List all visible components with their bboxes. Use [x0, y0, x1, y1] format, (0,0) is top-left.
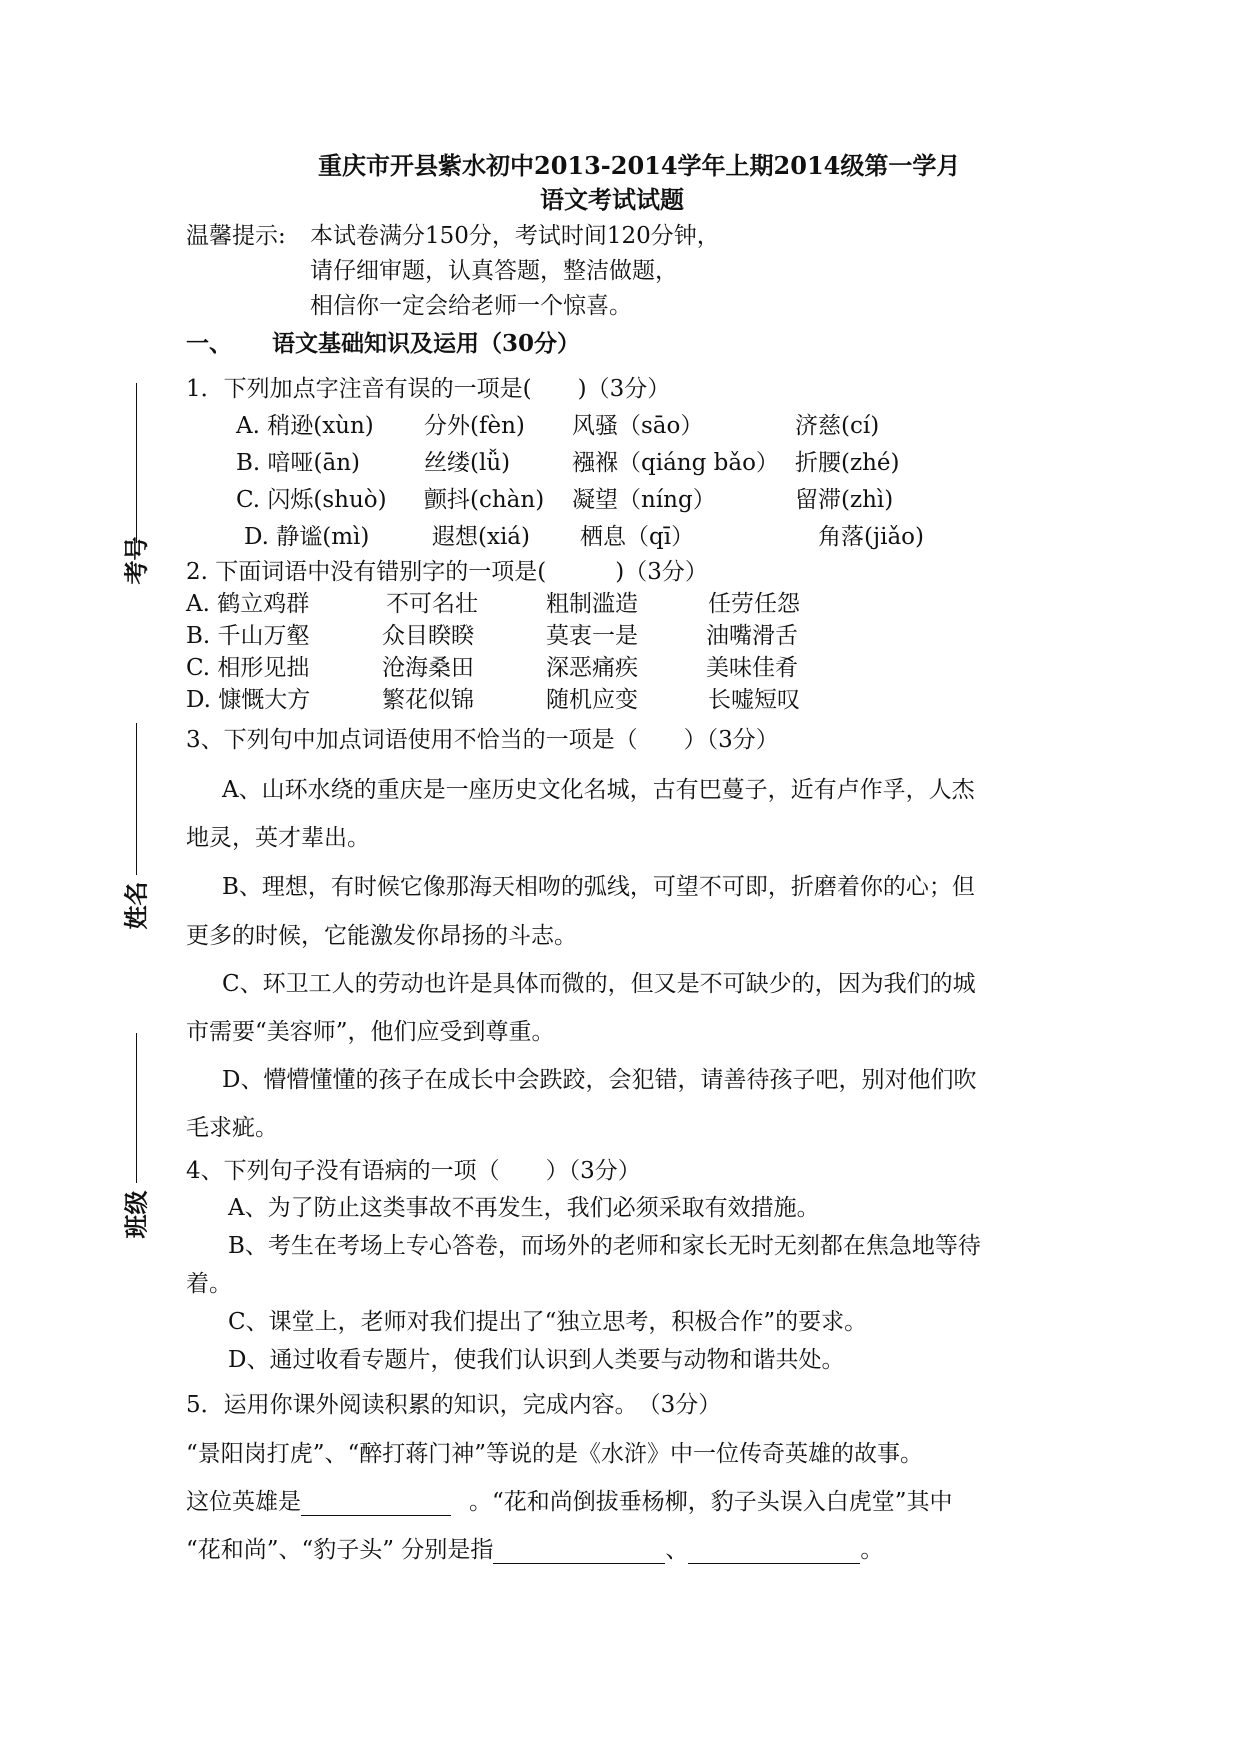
- q2-d-item2: 繁花似锦: [382, 687, 474, 713]
- q2-a-item1: A. 鹤立鸡群: [186, 591, 310, 617]
- class-label: 班级: [121, 1190, 151, 1239]
- q3-option-a-line1: A、山环水绕的重庆是一座历史文化名城，古有巴蔓子，近有卢作孚，人杰: [222, 777, 975, 803]
- q1-c-item2: 颤抖(chàn): [424, 487, 545, 513]
- q3-option-b-line1: B、理想，有时候它像那海天相吻的弧线，可望不可即，折磨着你的心；但: [222, 874, 975, 900]
- q2-a-item4: 任劳任怨: [708, 591, 800, 617]
- q1-a-item2: 分外(fèn): [424, 413, 525, 439]
- class-line: [136, 1033, 137, 1183]
- q5-paragraph-line1: “景阳岗打虎”、“醉打蒋门神”等说的是《水浒》中一位传奇英雄的故事。: [186, 1441, 924, 1467]
- q5-hero-prompt: 这位英雄是: [186, 1489, 301, 1515]
- q2-stem: 2. 下面词语中没有错别字的一项是( )（3分）: [186, 559, 708, 585]
- q5-paragraph-line2: [186, 1488, 953, 1516]
- q3-option-a-line2: 地灵，英才辈出。: [186, 825, 370, 851]
- q1-c-item1: C. 闪烁(shuò): [236, 487, 387, 513]
- q3-stem: 3、下列句中加点词语使用不恰当的一项是（ ）（3分）: [186, 727, 779, 753]
- q1-d-item2: 遐想(xiá): [432, 524, 530, 550]
- name-label: 姓名: [121, 881, 151, 930]
- q5-paragraph-line3: [186, 1536, 883, 1564]
- q1-b-item4: 折腰(zhé): [795, 450, 900, 476]
- q4-option-b-line1: B、考生在考场上专心答卷，而场外的老师和家长无时无刻都在焦急地等待: [228, 1233, 981, 1259]
- exam-no-label: 考号: [121, 536, 151, 585]
- exam-no-line: [136, 383, 137, 543]
- q2-b-item1: B. 千山万壑: [186, 623, 310, 649]
- q4-option-a: A、为了防止这类事故不再发生，我们必须采取有效措施。: [228, 1195, 820, 1221]
- name-line: [136, 723, 137, 875]
- q3-option-b-line2: 更多的时候，它能激发你昂扬的斗志。: [186, 923, 577, 949]
- q5-monk-blank[interactable]: [493, 1539, 665, 1564]
- q1-b-item2: 丝缕(lǚ): [424, 450, 511, 476]
- q2-c-item4: 美味佳肴: [706, 655, 798, 681]
- section1-title: 语文基础知识及运用（30分）: [272, 330, 581, 357]
- section1-number: 一、: [186, 330, 232, 357]
- q5-stem: 5．运用你课外阅读积累的知识，完成内容。 （3分）: [186, 1392, 722, 1418]
- q3-option-c-line1: C、环卫工人的劳动也许是具体而微的，但又是不可缺少的，因为我们的城: [222, 971, 976, 997]
- q1-c-item4: 留滞(zhì): [795, 487, 894, 513]
- exam-title-line2: 语文考试试题: [540, 185, 684, 214]
- q1-b-item3: 襁褓（qiáng bǎo）: [572, 450, 779, 476]
- q5-separator: 、: [665, 1537, 689, 1563]
- q1-a-item1: A. 稍逊(xùn): [236, 413, 374, 439]
- notice-lead: 温馨提示:: [186, 223, 286, 249]
- notice-line1: 本试卷满分150分，考试时间120分钟，: [310, 223, 720, 249]
- q2-c-item1: C. 相形见拙: [186, 655, 310, 681]
- q2-a-item3: 粗制滥造: [546, 591, 638, 617]
- q1-stem: 1．下列加点字注音有误的一项是( )（3分）: [186, 376, 671, 402]
- q1-a-item3: 风骚（sāo）: [572, 413, 704, 439]
- q1-c-item3: 凝望（níng）: [572, 487, 716, 513]
- q4-option-b-line2: 着。: [186, 1271, 232, 1297]
- q1-a-item4: 济慈(cí): [795, 413, 880, 439]
- q2-d-item4: 长嘘短叹: [708, 687, 800, 713]
- exam-title-line1: 重庆市开县紫水初中2013-2014学年上期2014级第一学月: [318, 151, 961, 180]
- notice-line2: 请仔细审题，认真答题，整洁做题，: [310, 258, 678, 284]
- notice-line3: 相信你一定会给老师一个惊喜。: [310, 293, 632, 319]
- q2-b-item2: 众目睽睽: [382, 623, 474, 649]
- q4-stem: 4、下列句子没有语病的一项（ ）（3分）: [186, 1158, 641, 1184]
- q1-d-item3: 栖息（qī）: [580, 524, 695, 550]
- q1-d-item1: D. 静谧(mì): [244, 524, 370, 550]
- q2-c-item3: 深恶痛疾: [546, 655, 638, 681]
- q3-option-d-line1: D、懵懵懂懂的孩子在成长中会跌跤，会犯错，请善待孩子吧，别对他们吹: [222, 1067, 977, 1093]
- q1-d-item4: 角落(jiǎo): [818, 524, 924, 550]
- q2-d-item3: 随机应变: [546, 687, 638, 713]
- q3-option-d-line2: 毛求疵。: [186, 1115, 278, 1141]
- q5-period: 。: [860, 1537, 884, 1563]
- q1-b-item1: B. 喑哑(ān): [236, 450, 360, 476]
- q4-option-c: C、课堂上，老师对我们提出了“独立思考，积极合作”的要求。: [228, 1309, 868, 1335]
- q2-d-item1: D. 慷慨大方: [186, 687, 311, 713]
- q5-line2-rest: 。“花和尚倒拔垂杨柳，豹子头误入白虎堂”其中: [469, 1489, 953, 1515]
- q5-hero-blank[interactable]: [301, 1491, 451, 1516]
- q3-option-c-line2: 市需要“美容师”，他们应受到尊重。: [186, 1019, 555, 1045]
- q5-panther-blank[interactable]: [688, 1539, 860, 1564]
- q4-option-d: D、通过收看专题片，使我们认识到人类要与动物和谐共处。: [228, 1347, 845, 1373]
- q2-c-item2: 沧海桑田: [382, 655, 474, 681]
- q2-b-item3: 莫衷一是: [546, 623, 638, 649]
- q2-b-item4: 油嘴滑舌: [706, 623, 798, 649]
- q5-names-prompt: “花和尚”、“豹子头” 分别是指: [186, 1537, 494, 1563]
- q2-a-item2: 不可名壮: [386, 591, 478, 617]
